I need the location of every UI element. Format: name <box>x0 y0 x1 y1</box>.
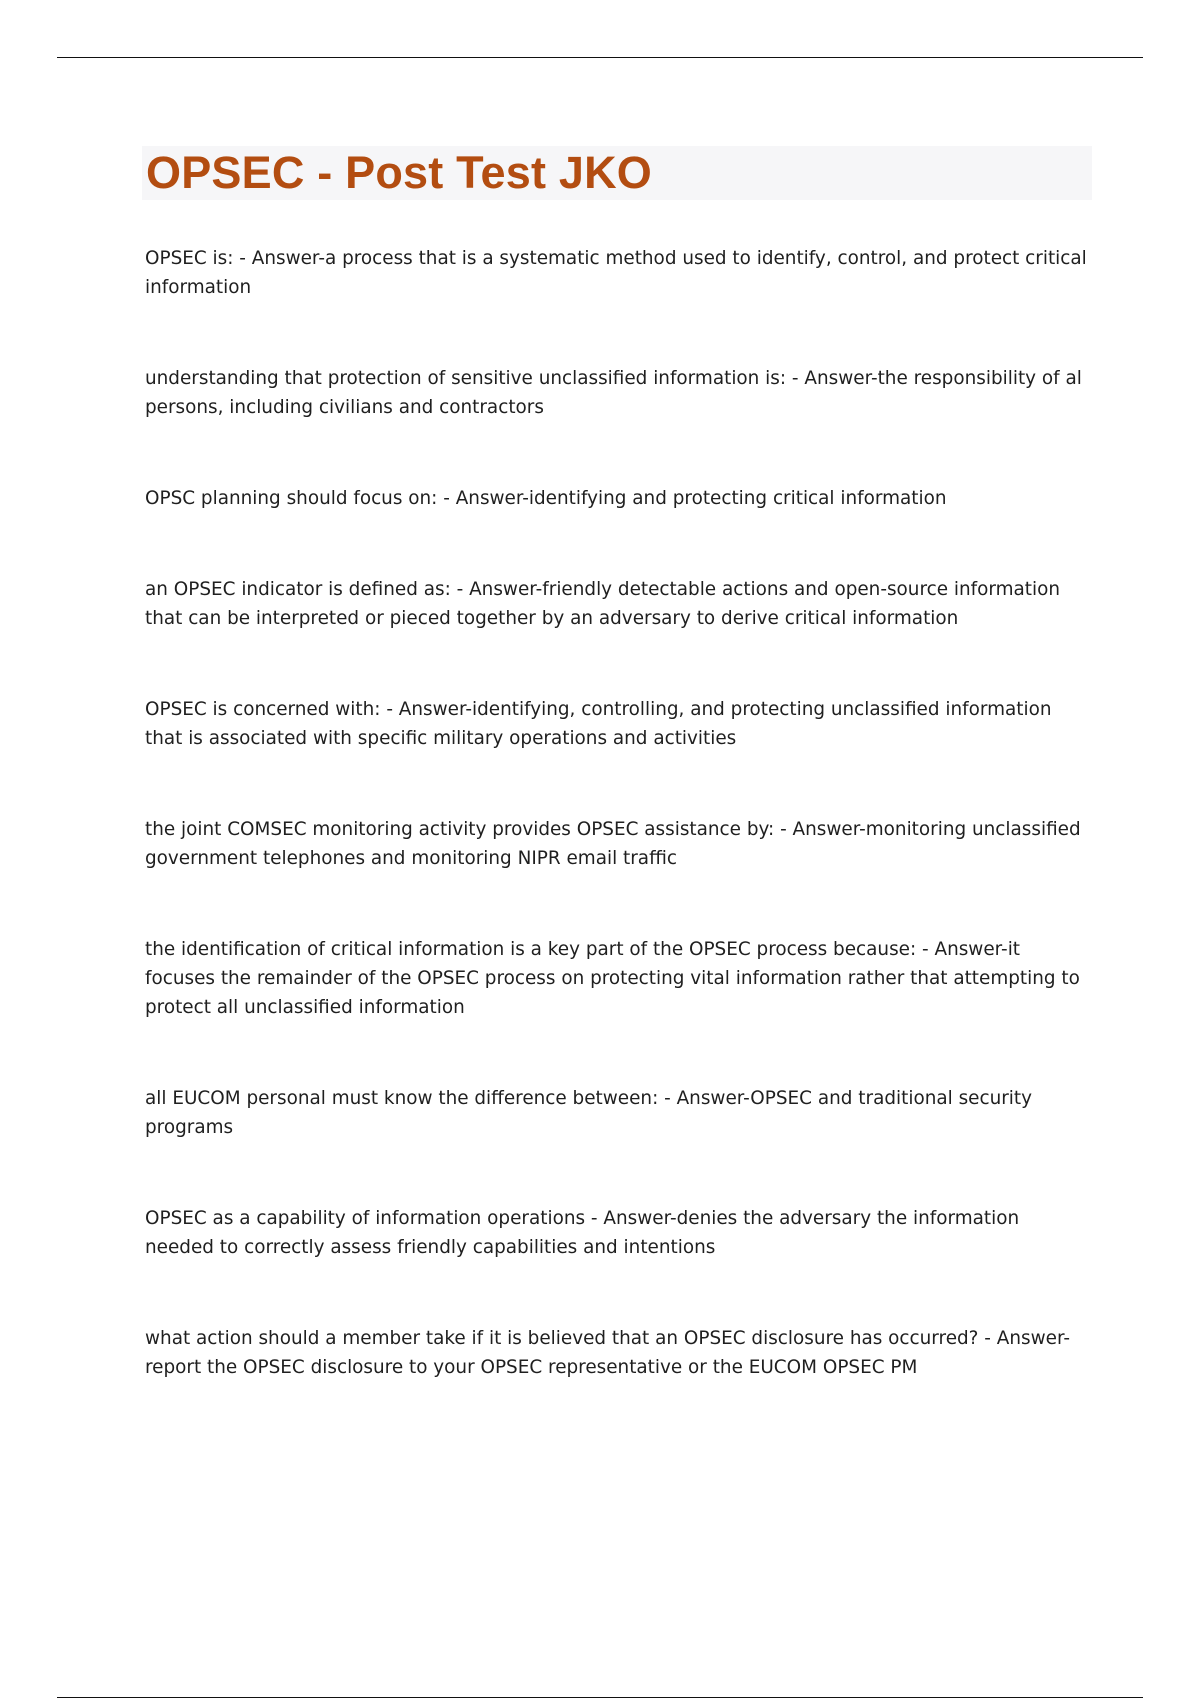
qa-item-3 <box>145 484 1090 513</box>
qa-item-4 <box>145 575 1090 633</box>
qa-text: what action should a member take if it is believed that an OPSEC disclosure has occurred? - Answer-report the OPSEC disclosure to your OPSEC representative or the EUCOM OPSEC PM <box>145 1328 1070 1378</box>
bottom-rule <box>57 1697 1143 1698</box>
qa-item-1 <box>145 244 1090 302</box>
qa-text: OPSEC is concerned with: - Answer-identifying, controlling, and protecting unclassified information that is associated with specific military operations and activities <box>145 699 1052 749</box>
qa-text: OPSC planning should focus on: - Answer-identifying and protecting critical information <box>145 488 947 509</box>
question-answer-list <box>145 244 1090 1444</box>
qa-item-7 <box>145 935 1090 1022</box>
qa-text: the identification of critical information is a key part of the OPSEC process because: - Answer-it focuses the remainder of the OPSEC process on protecting vital information rather that attempting to protect all unclassified information <box>145 939 1080 1018</box>
qa-text: an OPSEC indicator is defined as: - Answer-friendly detectable actions and open-source information that can be interpreted or pieced together by an adversary to derive critical information <box>145 579 1061 629</box>
top-rule <box>57 57 1143 58</box>
qa-text: all EUCOM personal must know the difference between: - Answer-OPSEC and traditional security programs <box>145 1088 1033 1138</box>
qa-item-2 <box>145 364 1090 422</box>
document-title: OPSEC - Post Test JKO <box>146 147 652 198</box>
qa-item-5 <box>145 695 1090 753</box>
qa-text: the joint COMSEC monitoring activity provides OPSEC assistance by: - Answer-monitoring unclassified government telephones and monitoring NIPR email traffic <box>145 819 1081 869</box>
qa-item-10 <box>145 1324 1090 1382</box>
qa-text: OPSEC as a capability of information operations - Answer-denies the adversary the information needed to correctly assess friendly capabilities and intentions <box>145 1208 1020 1258</box>
qa-text: OPSEC is: - Answer-a process that is a systematic method used to identify, control, and protect critical information <box>145 248 1087 298</box>
qa-item-8 <box>145 1084 1090 1142</box>
qa-text: understanding that protection of sensitive unclassified information is: - Answer-the responsibility of al persons, including civilians and contractors <box>145 368 1082 418</box>
qa-item-6 <box>145 815 1090 873</box>
qa-item-9 <box>145 1204 1090 1262</box>
